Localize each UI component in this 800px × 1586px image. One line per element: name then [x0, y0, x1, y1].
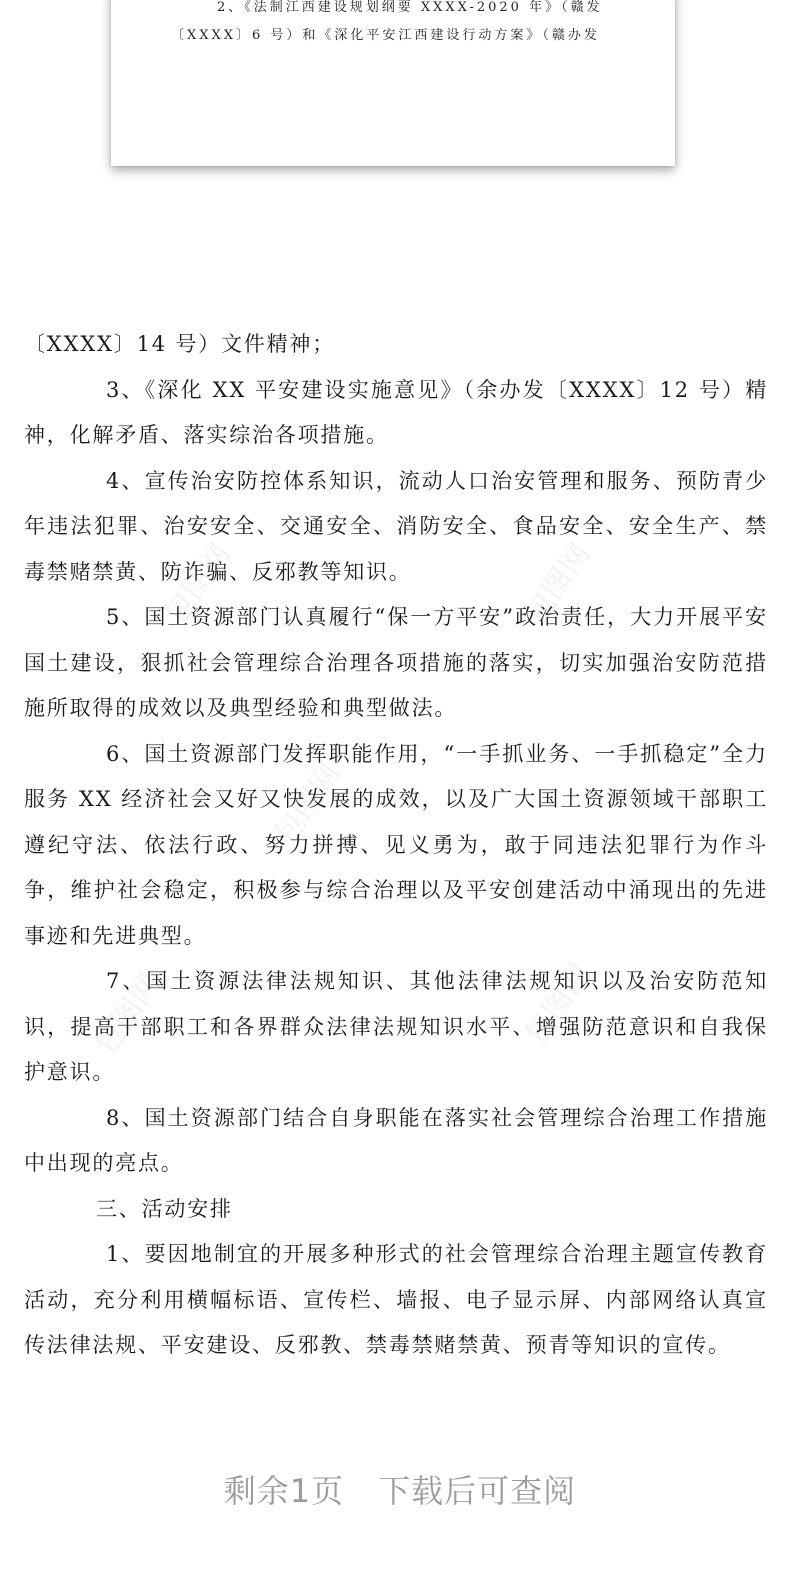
paragraph-item-7: 7、国土资源法律法规知识、其他法律法规知识以及治安防范知识，提高干部职工和各界群众法律法规知识水平、增强防范意识和自我保护意识。: [24, 969, 768, 1084]
paragraph-item-8: 8、国土资源部门结合自身职能在落实社会管理综合治理工作措施中出现的亮点。: [24, 1105, 768, 1175]
watermark: 包图网: [517, 537, 599, 631]
card-text-line: 2、《法制江西建设规划纲要 XXXX-2020 年》（赣发: [217, 0, 603, 15]
watermark: 包图网: [157, 537, 239, 631]
paragraph-item-3: 3、《深化 XX 平安建设实施意见》（余办发〔XXXX〕12 号）精神，化解矛盾、落实综治各项措施。: [24, 377, 768, 447]
paragraph-activity-1: 1、要因地制宜的开展多种形式的社会管理综合治理主题宣传教育活动，充分利用横幅标语、宣传栏、墙报、电子显示屏、内部网络认真宣传法律法规、平安建设、反邪教、禁毒禁赌禁黄、预青等知识的宣传。: [24, 1242, 768, 1357]
previous-page-card: [111, 0, 675, 166]
document-body: [24, 322, 768, 1369]
paragraph-item-5: 5、国土资源部门认真履行“保一方平安”政治责任，大力开展平安国土建设，狠抓社会管理综合治理各项措施的落实，切实加强治安防范措施所取得的成效以及典型经验和典型做法。: [24, 605, 768, 720]
paragraph-item-6: 6、国土资源部门发挥职能作用，“一手抓业务、一手抓稳定”全力服务 XX 经济社会又好又快发展的成效，以及广大国土资源领域干部职工遵纪守法、依法行政、努力拼搏、见义勇为，敢于同违法犯罪行为作斗争，维护社会稳定，积极参与综合治理以及平安创建活动中涌现出的先进事迹和先进典型。: [24, 741, 768, 948]
paragraph-continuation: 〔XXXX〕14 号）文件精神；: [24, 332, 335, 356]
watermark: 包图网: [87, 967, 169, 1061]
watermark: 包图网: [267, 757, 349, 851]
paragraph-item-4: 4、宣传治安防控体系知识，流动人口治安管理和服务、预防青少年违法犯罪、治安安全、交通安全、消防安全、食品安全、安全生产、禁毒禁赌禁黄、防诈骗、反邪教等知识。: [24, 468, 768, 584]
remaining-pages-label: 剩余1页: [223, 1472, 345, 1510]
card-text-line: 〔XXXX〕6 号）和《深化平安江西建设行动方案》（赣办发: [171, 28, 600, 43]
download-hint-label: 下载后可查阅: [378, 1472, 577, 1510]
watermark: 包图网: [517, 957, 599, 1051]
section-heading: 三、活动安排: [96, 1196, 233, 1221]
download-prompt[interactable]: [0, 1466, 800, 1512]
